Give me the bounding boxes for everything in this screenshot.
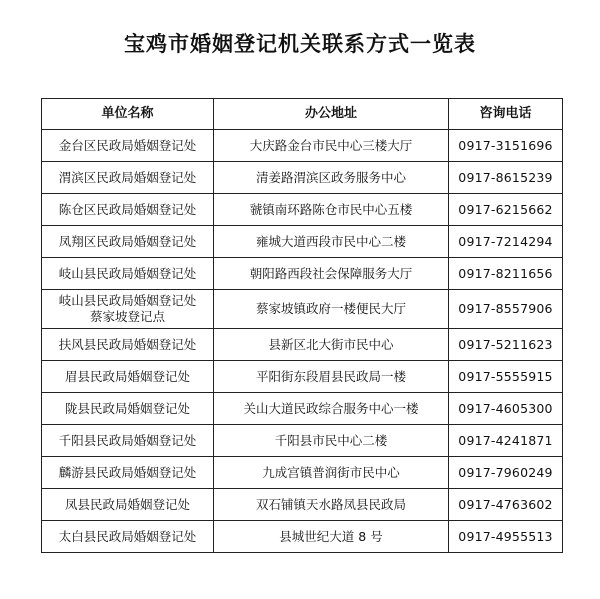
table-row bbox=[42, 194, 563, 226]
header-unit: 单位名称 bbox=[42, 99, 214, 130]
address-cell: 雍城大道西段市民中心二楼 bbox=[214, 226, 449, 258]
table-header-row bbox=[42, 99, 563, 130]
address-cell: 大庆路金台市民中心三楼大厅 bbox=[214, 130, 449, 162]
phone-cell: 0917-8211656 bbox=[449, 258, 563, 290]
table-row bbox=[42, 290, 563, 329]
phone-cell: 0917-4763602 bbox=[449, 489, 563, 521]
phone-cell: 0917-8557906 bbox=[449, 290, 563, 329]
phone-cell: 0917-5555915 bbox=[449, 361, 563, 393]
header-address: 办公地址 bbox=[214, 99, 449, 130]
phone-cell: 0917-7960249 bbox=[449, 457, 563, 489]
unit-cell: 岐山县民政局婚姻登记处蔡家坡登记点 bbox=[42, 290, 214, 329]
unit-cell: 眉县民政局婚姻登记处 bbox=[42, 361, 214, 393]
unit-cell: 金台区民政局婚姻登记处 bbox=[42, 130, 214, 162]
address-cell: 关山大道民政综合服务中心一楼 bbox=[214, 393, 449, 425]
table-row bbox=[42, 162, 563, 194]
address-cell: 九成宫镇普润街市民中心 bbox=[214, 457, 449, 489]
unit-cell: 凤县民政局婚姻登记处 bbox=[42, 489, 214, 521]
unit-cell: 陇县民政局婚姻登记处 bbox=[42, 393, 214, 425]
address-cell: 平阳街东段眉县民政局一楼 bbox=[214, 361, 449, 393]
table-row bbox=[42, 521, 563, 553]
address-cell: 双石铺镇天水路凤县民政局 bbox=[214, 489, 449, 521]
address-cell: 县城世纪大道 8 号 bbox=[214, 521, 449, 553]
address-cell: 虢镇南环路陈仓市民中心五楼 bbox=[214, 194, 449, 226]
unit-cell: 千阳县民政局婚姻登记处 bbox=[42, 425, 214, 457]
address-cell: 千阳县市民中心二楼 bbox=[214, 425, 449, 457]
table-row bbox=[42, 425, 563, 457]
unit-cell: 扶风县民政局婚姻登记处 bbox=[42, 329, 214, 361]
contacts-table bbox=[41, 98, 563, 553]
table-row bbox=[42, 130, 563, 162]
phone-cell: 0917-3151696 bbox=[449, 130, 563, 162]
table-row bbox=[42, 393, 563, 425]
unit-cell: 陈仓区民政局婚姻登记处 bbox=[42, 194, 214, 226]
page-title: 宝鸡市婚姻登记机关联系方式一览表 bbox=[124, 32, 476, 56]
table-row bbox=[42, 329, 563, 361]
phone-cell: 0917-5211623 bbox=[449, 329, 563, 361]
unit-cell: 凤翔区民政局婚姻登记处 bbox=[42, 226, 214, 258]
unit-cell: 麟游县民政局婚姻登记处 bbox=[42, 457, 214, 489]
address-cell: 县新区北大街市民中心 bbox=[214, 329, 449, 361]
unit-cell: 岐山县民政局婚姻登记处 bbox=[42, 258, 214, 290]
address-cell: 朝阳路西段社会保障服务大厅 bbox=[214, 258, 449, 290]
header-phone: 咨询电话 bbox=[449, 99, 563, 130]
phone-cell: 0917-4241871 bbox=[449, 425, 563, 457]
address-cell: 蔡家坡镇政府一楼便民大厅 bbox=[214, 290, 449, 329]
unit-cell: 太白县民政局婚姻登记处 bbox=[42, 521, 214, 553]
phone-cell: 0917-8615239 bbox=[449, 162, 563, 194]
table-row bbox=[42, 457, 563, 489]
phone-cell: 0917-6215662 bbox=[449, 194, 563, 226]
table-row bbox=[42, 258, 563, 290]
phone-cell: 0917-4605300 bbox=[449, 393, 563, 425]
table-row bbox=[42, 226, 563, 258]
phone-cell: 0917-7214294 bbox=[449, 226, 563, 258]
table-row bbox=[42, 361, 563, 393]
phone-cell: 0917-4955513 bbox=[449, 521, 563, 553]
table-row bbox=[42, 489, 563, 521]
address-cell: 清姜路渭滨区政务服务中心 bbox=[214, 162, 449, 194]
unit-cell: 渭滨区民政局婚姻登记处 bbox=[42, 162, 214, 194]
